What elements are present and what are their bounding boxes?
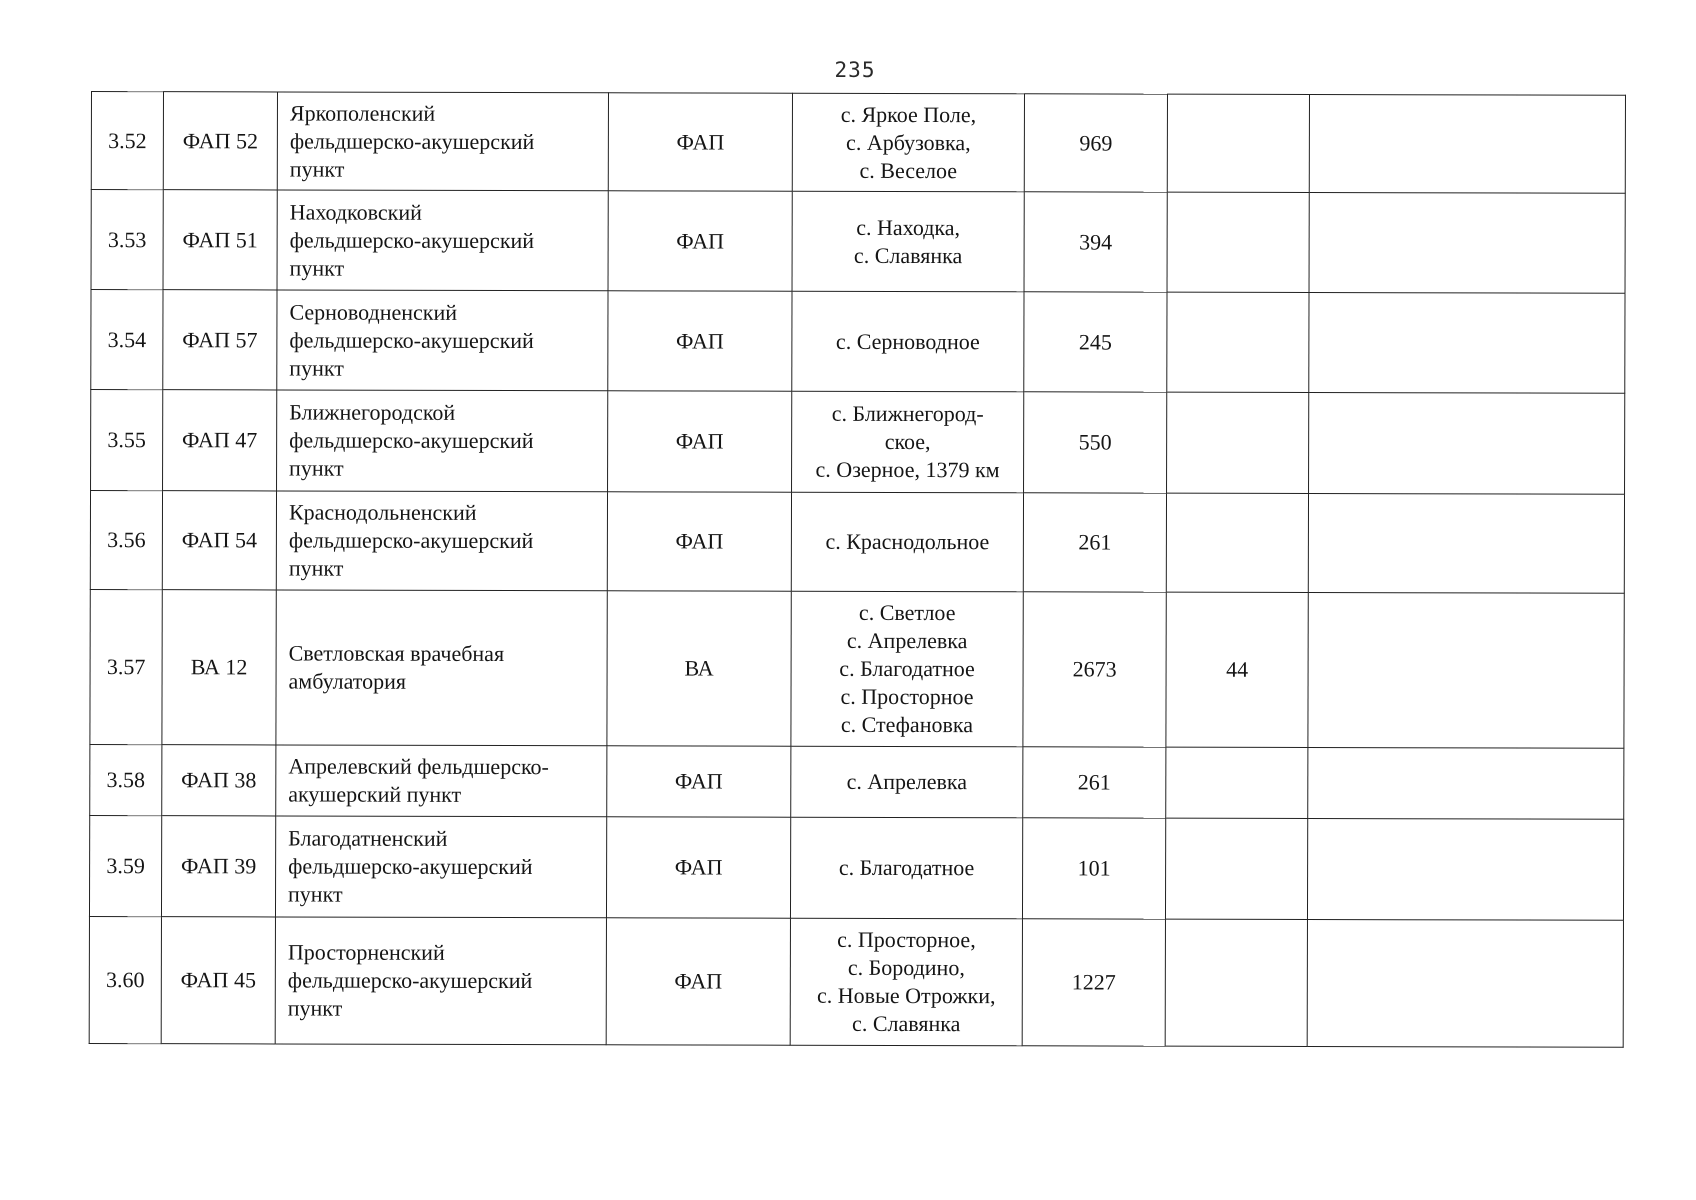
population: 1227: [1022, 919, 1165, 1046]
extra-value: [1167, 192, 1309, 292]
row-number: 3.53: [91, 190, 163, 290]
note: [1308, 592, 1624, 748]
settlements: с. Серноводное: [792, 291, 1024, 392]
population: 245: [1024, 292, 1167, 392]
facility-name: Ближнегородской фельдшерско-акушерский пункт: [277, 390, 608, 492]
note: [1309, 292, 1625, 393]
row-number: 3.55: [91, 390, 163, 491]
row-number: 3.52: [91, 92, 163, 190]
facility-name: Светловская врачебная амбулатория: [276, 590, 607, 746]
facility-code: ФАП 51: [163, 190, 277, 290]
facility-code: ФАП 45: [161, 917, 275, 1044]
extra-value: 44: [1166, 592, 1308, 747]
population: 394: [1024, 192, 1167, 292]
extra-value: [1167, 292, 1309, 392]
population: 101: [1022, 818, 1165, 919]
settlements: с. Благодатное: [790, 817, 1022, 919]
facility-name: Благодатненский фельдшерско-акушерский пункт: [275, 816, 606, 918]
extra-value: [1165, 818, 1307, 919]
table-row: [91, 290, 1625, 394]
extra-value: [1166, 747, 1308, 818]
row-number: 3.56: [90, 491, 162, 590]
table-row: [90, 491, 1624, 594]
facility-name: Апрелевский фельдшерско- акушерский пункт: [276, 745, 607, 817]
extra-value: [1165, 919, 1307, 1046]
table-row: [89, 815, 1623, 920]
note: [1309, 392, 1625, 494]
settlements: с. Апрелевка: [791, 746, 1023, 818]
facility-type: ФАП: [607, 746, 791, 817]
facility-type: ФАП: [606, 817, 790, 918]
extra-value: [1167, 392, 1309, 493]
settlements: с. Находка, с. Славянка: [792, 191, 1024, 292]
note: [1308, 747, 1624, 819]
population: 2673: [1023, 592, 1166, 747]
facility-code: ФАП 39: [161, 816, 275, 917]
row-number: 3.60: [89, 916, 161, 1043]
row-number: 3.59: [89, 815, 161, 916]
extra-value: [1167, 94, 1309, 192]
table-row: [91, 190, 1625, 294]
note: [1307, 919, 1623, 1047]
row-number: 3.58: [90, 744, 162, 815]
settlements: с. Яркое Поле, с. Арбузовка, с. Веселое: [792, 93, 1024, 192]
table-row: [89, 916, 1623, 1047]
facility-code: ВА 12: [162, 590, 276, 745]
facility-code: ФАП 47: [163, 390, 277, 491]
facility-name: Яркополенский фельдшерско-акушерский пункт: [277, 92, 608, 191]
facility-type: ФАП: [608, 93, 792, 191]
row-number: 3.54: [91, 290, 163, 390]
facility-name: Краснодольненский фельдшерско-акушерский пункт: [276, 491, 607, 591]
note: [1308, 493, 1624, 593]
facility-type: ВА: [607, 591, 791, 746]
facility-type: ФАП: [608, 391, 792, 492]
population: 261: [1023, 493, 1166, 592]
settlements: с. Просторное, с. Бородино, с. Новые Отрожки, с. Славянка: [790, 918, 1022, 1046]
note: [1309, 192, 1625, 293]
facility-code: ФАП 57: [163, 290, 277, 390]
settlements: с. Краснодольное: [791, 492, 1023, 592]
table-row: [91, 92, 1625, 194]
population: 261: [1023, 747, 1166, 818]
facility-name: Находковский фельдшерско-акушерский пункт: [277, 190, 608, 291]
table-row: [91, 390, 1625, 495]
facility-type: ФАП: [607, 492, 791, 591]
facility-type: ФАП: [606, 918, 790, 1045]
facility-name: Серноводненский фельдшерско-акушерский пункт: [277, 290, 608, 391]
facility-code: ФАП 52: [163, 92, 277, 190]
settlements: с. Светлое с. Апрелевка с. Благодатное с. Просторное с. Стефановка: [791, 591, 1023, 747]
facility-table: [89, 91, 1626, 1048]
extra-value: [1166, 493, 1308, 592]
note: [1307, 818, 1623, 920]
row-number: 3.57: [90, 589, 162, 744]
page-number: 235: [834, 58, 876, 82]
population: 969: [1024, 94, 1167, 192]
population: 550: [1024, 392, 1167, 493]
facility-type: ФАП: [608, 291, 792, 391]
settlements: с. Ближнегород- ское, с. Озерное, 1379 км: [792, 391, 1024, 493]
table-row: [90, 744, 1624, 819]
note: [1309, 94, 1625, 193]
table-row: [90, 589, 1624, 748]
facility-type: ФАП: [608, 191, 792, 291]
facility-code: ФАП 38: [162, 745, 276, 816]
facility-name: Просторненский фельдшерско-акушерский пункт: [275, 917, 606, 1045]
facility-code: ФАП 54: [162, 491, 276, 590]
